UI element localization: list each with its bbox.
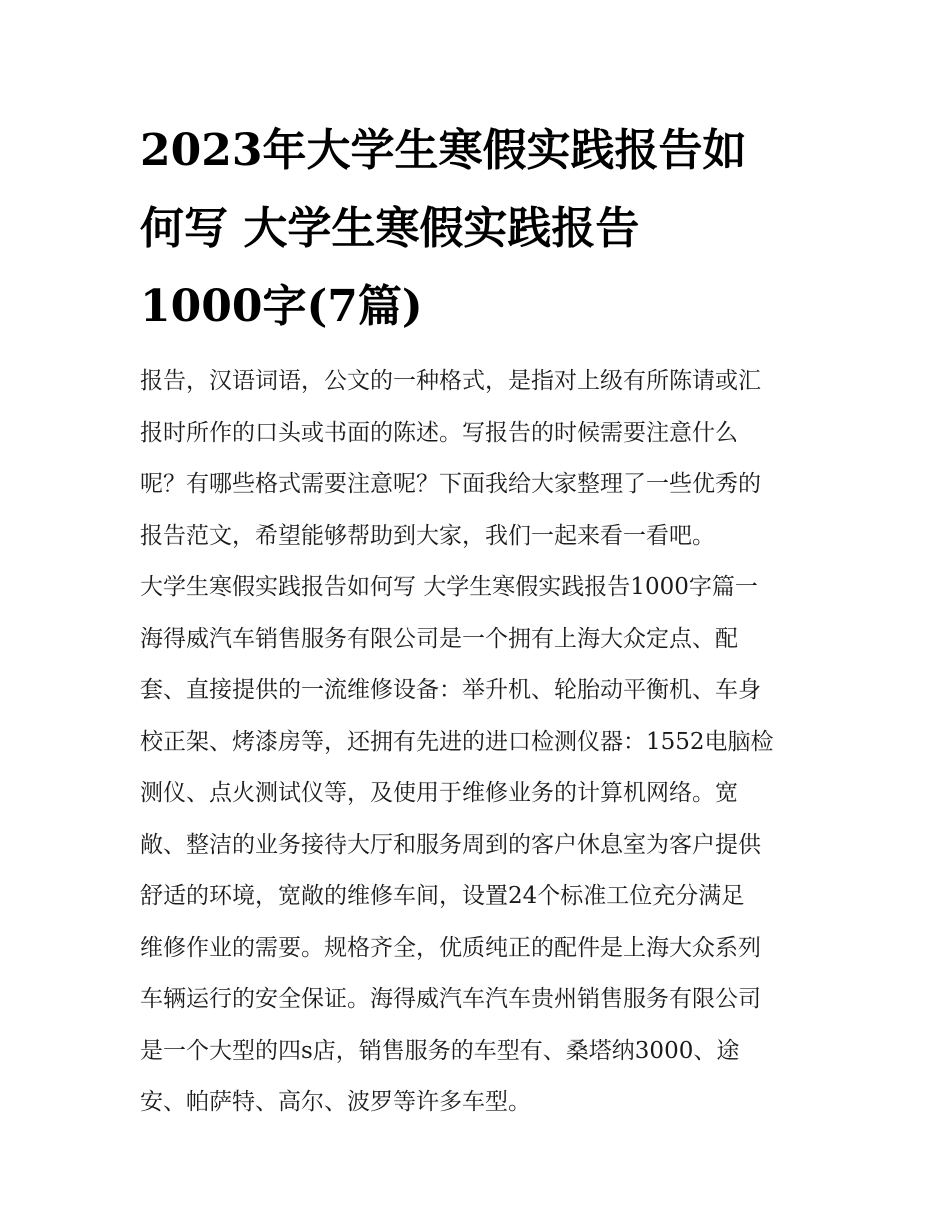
body-line: 校正架、烤漆房等，还拥有先进的进口检测仪器：1552电脑检 bbox=[140, 728, 774, 755]
body-line: 报时所作的口头或书面的陈述。写报告的时候需要注意什么 bbox=[140, 419, 738, 446]
title-line: 何写 大学生寒假实践报告 bbox=[140, 203, 640, 254]
body-line: 呢？有哪些格式需要注意呢？下面我给大家整理了一些优秀的 bbox=[140, 471, 761, 497]
document-title bbox=[140, 112, 820, 346]
body-line: 海得威汽车销售服务有限公司是一个拥有上海大众定点、配 bbox=[140, 625, 738, 652]
body-line: 舒适的环境，宽敞的维修车间，设置24个标准工位充分满足 bbox=[140, 883, 745, 909]
body-line: 报告范文，希望能够帮助到大家，我们一起来看一看吧。 bbox=[140, 522, 715, 549]
document-body bbox=[140, 356, 820, 1129]
body-line: 车辆运行的安全保证。海得威汽车汽车贵州销售服务有限公司 bbox=[140, 986, 761, 1012]
body-line: 测仪、点火测试仪等，及使用于维修业务的计算机网络。宽 bbox=[140, 780, 738, 806]
title-line: 2023年大学生寒假实践报告如 bbox=[140, 125, 747, 176]
body-line: 安、帕萨特、高尔、波罗等许多车型。 bbox=[140, 1089, 531, 1115]
body-line: 套、直接提供的一流维修设备：举升机、轮胎动平衡机、车身 bbox=[140, 677, 761, 703]
body-line: 报告，汉语词语，公文的一种格式，是指对上级有所陈请或汇 bbox=[140, 368, 761, 394]
body-line: 敞、整洁的业务接待大厅和服务周到的客户休息室为客户提供 bbox=[140, 831, 761, 858]
title-line: 1000字(7篇) bbox=[140, 281, 423, 332]
body-line: 是一个大型的四s店，销售服务的车型有、桑塔纳3000、途 bbox=[140, 1037, 740, 1064]
section-heading-line: 大学生寒假实践报告如何写 大学生寒假实践报告1000字篇一 bbox=[140, 574, 758, 600]
body-line: 维修作业的需要。规格齐全，优质纯正的配件是上海大众系列 bbox=[140, 934, 761, 961]
